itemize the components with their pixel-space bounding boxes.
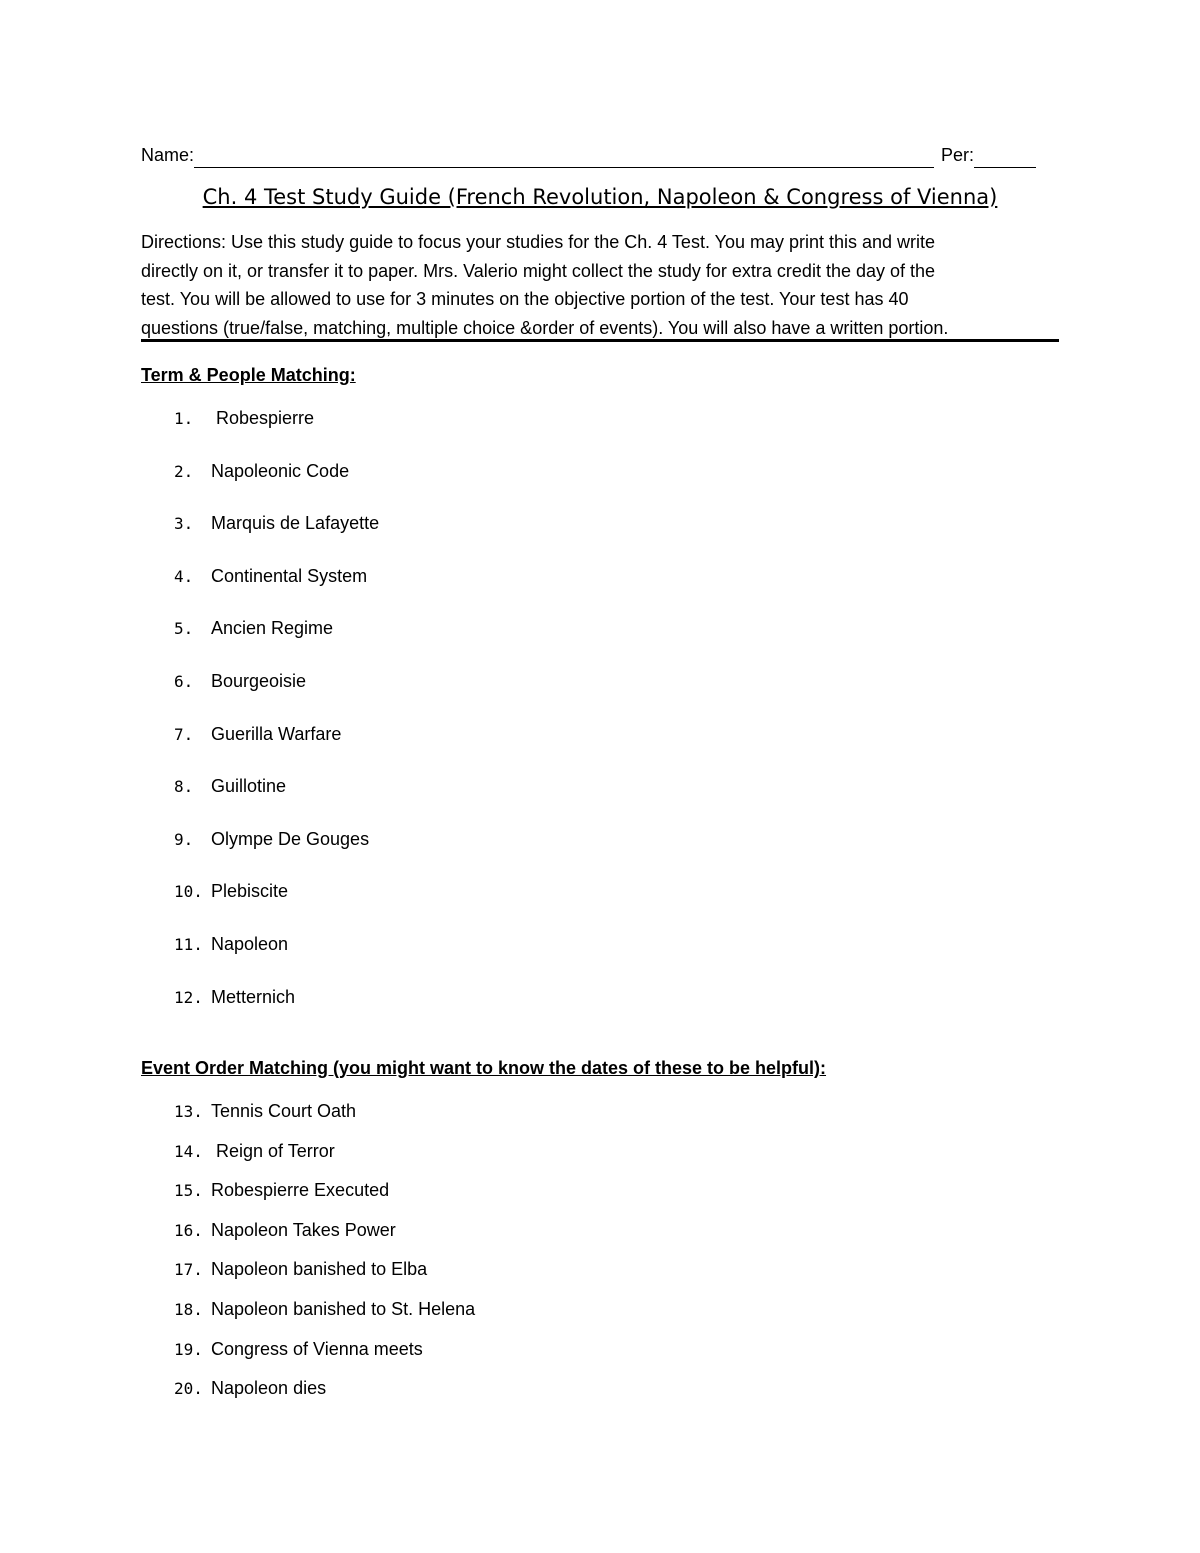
item-event: Napoleon dies <box>211 1378 327 1399</box>
page-title: Ch. 4 Test Study Guide (French Revolution, Napoleon & Congress of Vienna) <box>202 185 998 209</box>
item-number: 18. <box>174 1299 203 1319</box>
directions-line: test. You will be allowed to use for 3 minutes on the objective portion of the test. Your test has 40 <box>141 289 909 309</box>
item-number: 8. <box>174 777 194 797</box>
item-number: 15. <box>174 1181 203 1201</box>
item-event: Reign of Terror <box>211 1140 335 1161</box>
list-item <box>174 459 379 483</box>
terms-section-heading: Term & People Matching: <box>141 365 356 385</box>
item-term: Napoleonic Code <box>211 460 350 481</box>
list-item <box>174 1218 475 1242</box>
list-item <box>174 879 379 903</box>
item-event: Tennis Court Oath <box>211 1101 357 1121</box>
list-item <box>174 1099 475 1123</box>
item-event: Napoleon banished to Elba <box>211 1259 428 1280</box>
list-item <box>174 406 379 430</box>
section-divider <box>141 339 1059 342</box>
item-event: Congress of Vienna meets <box>211 1338 423 1359</box>
list-item <box>174 1297 475 1321</box>
list-item <box>174 1139 475 1163</box>
item-number: 5. <box>174 619 194 639</box>
item-number: 9. <box>174 829 194 849</box>
item-term: Olympe De Gouges <box>211 828 370 849</box>
item-number: 1. <box>174 409 194 428</box>
directions-paragraph <box>141 228 1059 342</box>
list-item <box>174 774 379 798</box>
item-number: 10. <box>174 882 203 902</box>
item-number: 20. <box>174 1379 203 1399</box>
item-term: Ancien Regime <box>211 618 334 639</box>
list-item <box>174 564 379 588</box>
list-item <box>174 1337 475 1361</box>
list-item <box>174 1178 475 1202</box>
item-term: Guerilla Warfare <box>211 723 342 744</box>
item-number: 17. <box>174 1260 203 1280</box>
list-item <box>174 827 379 851</box>
item-number: 11. <box>174 934 203 954</box>
item-term: Metternich <box>211 986 296 1007</box>
item-term: Marquis de Lafayette <box>211 513 380 534</box>
list-item <box>174 669 379 693</box>
period-blank[interactable] <box>974 147 1036 168</box>
item-number: 7. <box>174 724 194 744</box>
name-label: Name: <box>141 145 195 165</box>
name-period-line <box>141 142 1043 168</box>
item-number: 16. <box>174 1220 203 1240</box>
item-term: Bourgeoisie <box>211 670 307 691</box>
item-number: 6. <box>174 671 194 691</box>
item-term: Continental System <box>211 565 368 586</box>
item-number: 14. <box>174 1141 203 1161</box>
item-term: Plebiscite <box>211 881 289 902</box>
item-number: 13. <box>174 1102 203 1121</box>
item-number: 19. <box>174 1339 203 1359</box>
directions-line: directly on it, or transfer it to paper. Mrs. Valerio might collect the study for extra credit the day of the <box>141 260 936 281</box>
item-term: Robespierre <box>211 408 315 428</box>
terms-list <box>174 406 379 1037</box>
list-item <box>174 1376 475 1400</box>
item-event: Napoleon Takes Power <box>211 1219 396 1240</box>
directions-line: Directions: Use this study guide to focus your studies for the Ch. 4 Test. You may print this and write <box>141 232 936 252</box>
item-term: Guillotine <box>211 776 287 797</box>
list-item <box>174 616 379 640</box>
period-label: Per: <box>941 145 975 165</box>
item-number: 12. <box>174 987 203 1007</box>
events-list <box>174 1099 475 1416</box>
item-number: 2. <box>174 461 194 481</box>
name-blank[interactable] <box>194 147 934 168</box>
directions-line: questions (true/false, matching, multiple choice &order of events). You will also have a written portion. <box>141 317 949 338</box>
item-event: Robespierre Executed <box>211 1180 390 1201</box>
item-number: 3. <box>174 514 194 534</box>
item-term: Napoleon <box>211 933 289 954</box>
list-item <box>174 932 379 956</box>
list-item <box>174 722 379 746</box>
list-item <box>174 1257 475 1281</box>
events-section-heading: Event Order Matching (you might want to know the dates of these to be helpful): <box>141 1058 827 1078</box>
list-item <box>174 985 379 1009</box>
item-event: Napoleon banished to St. Helena <box>211 1298 476 1319</box>
list-item <box>174 511 379 535</box>
item-number: 4. <box>174 566 194 586</box>
